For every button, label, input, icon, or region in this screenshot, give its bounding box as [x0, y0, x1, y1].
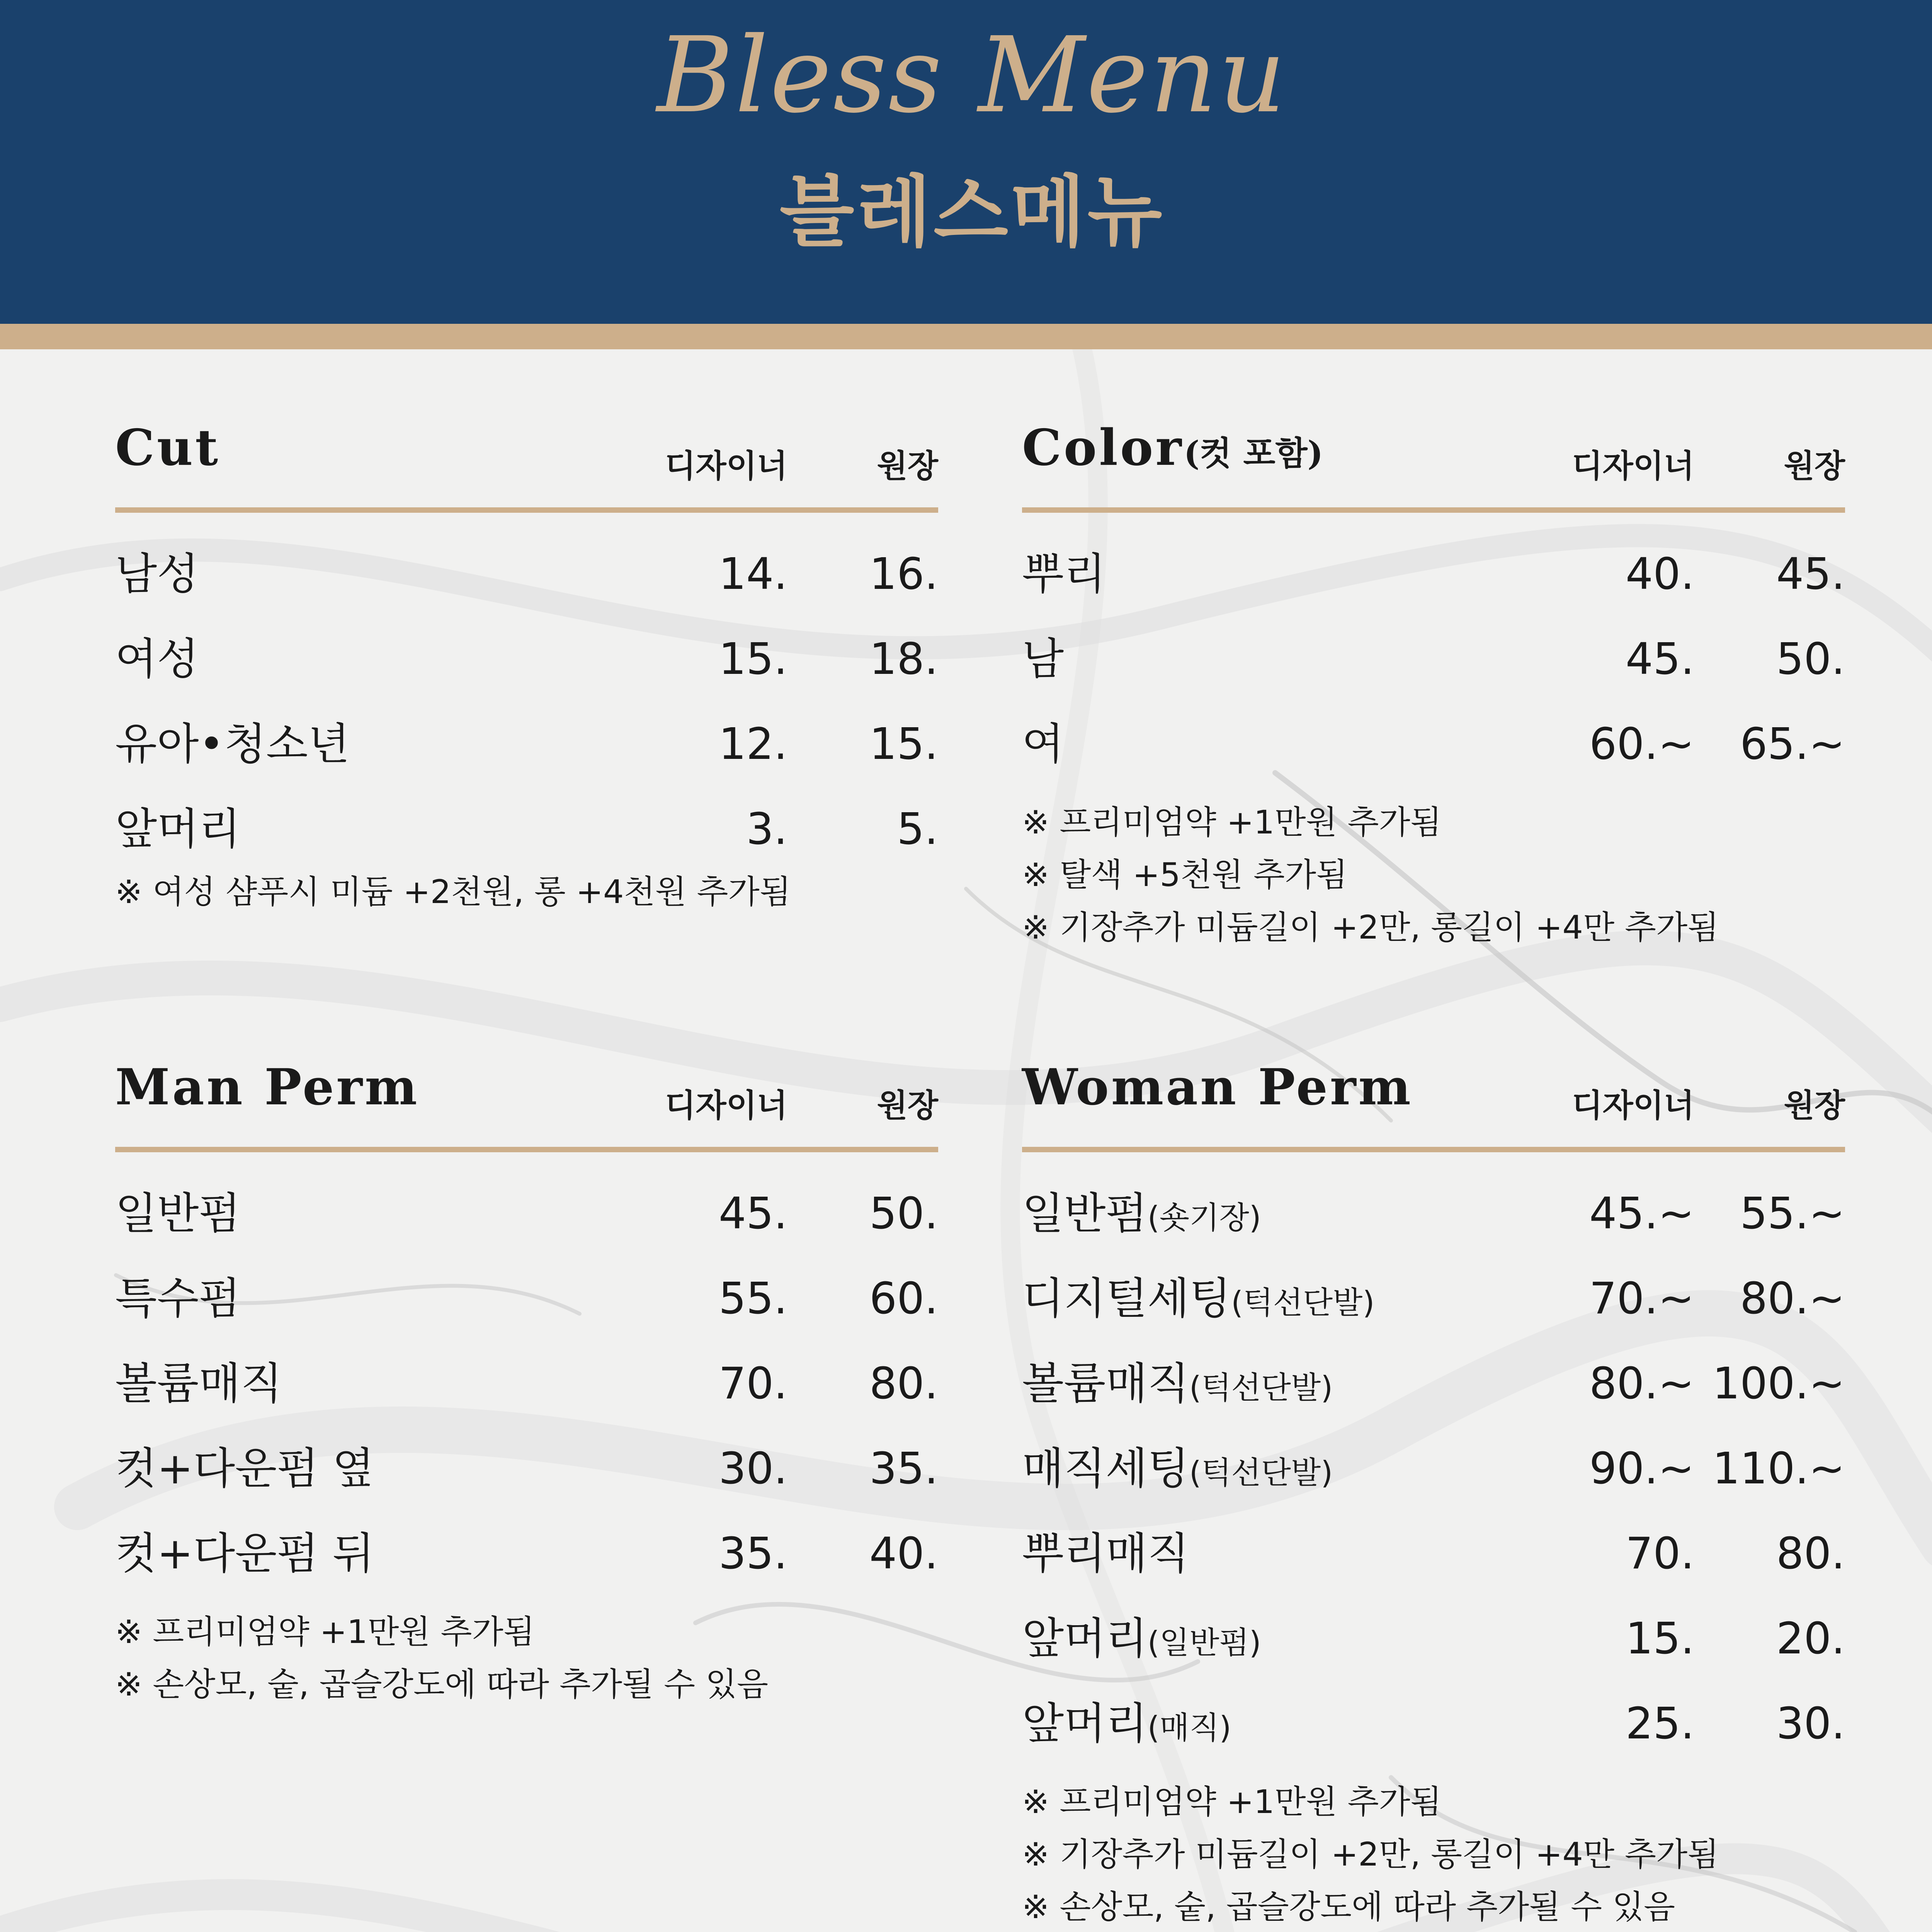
designer-price: 12. [718, 719, 787, 769]
menu-item [115, 1350, 938, 1435]
item-name: 일반펌 [1022, 1189, 1148, 1239]
designer-price: 25. [1625, 1699, 1694, 1749]
note: ※ 손상모, 숱, 곱슬강도에 따라 추가될 수 있음 [1022, 1888, 1675, 1926]
item-name: 앞머리 [1022, 1699, 1148, 1749]
note: ※ 프리미엄약 +1만원 추가됨 [1022, 803, 1442, 841]
menu-item [1022, 1265, 1845, 1350]
director-price: 60. [869, 1274, 938, 1324]
designer-price: 55. [718, 1274, 787, 1324]
menu-item [115, 541, 938, 626]
item-name: 일반펌 [115, 1189, 241, 1239]
divider [1022, 507, 1845, 513]
section-man-perm [115, 1059, 938, 1711]
director-price: 15. [869, 719, 938, 769]
script-title: Bless Menu [656, 14, 1287, 136]
note: ※ 기장추가 미듐길이 +2만, 롱길이 +4만 추가됨 [1022, 1835, 1719, 1873]
menu-item [115, 1265, 938, 1350]
menu-item [1022, 1605, 1845, 1690]
column-header-director: 원장 [877, 447, 938, 485]
item-name: 여성 [115, 634, 199, 684]
item-name: 볼륨매직 [115, 1359, 282, 1409]
item-name: 매직세팅 [1022, 1444, 1189, 1494]
designer-price: 45. [718, 1189, 787, 1239]
column-header-director: 원장 [877, 1087, 938, 1124]
menu-item [1022, 1350, 1845, 1435]
header-banner [0, 0, 1932, 324]
item-name: 컷+다운펌 뒤 [115, 1529, 374, 1579]
menu-item [1022, 1180, 1845, 1265]
section-subtitle: (컷 포함) [1184, 434, 1323, 473]
director-price: 16. [869, 549, 938, 599]
designer-price: 14. [718, 549, 787, 599]
designer-price: 90.~ [1589, 1444, 1694, 1494]
menu-item [115, 711, 938, 796]
item-detail: (매직) [1147, 1710, 1231, 1746]
divider [115, 1147, 938, 1152]
item-name: 남 [1022, 634, 1064, 684]
director-price: 5. [897, 804, 938, 854]
director-price: 40. [869, 1529, 938, 1579]
designer-price: 40. [1625, 549, 1694, 599]
column-header-designer: 디자이너 [665, 1087, 787, 1124]
column-header-director: 원장 [1784, 1087, 1845, 1124]
note: ※ 탈색 +5천원 추가됨 [1022, 856, 1348, 894]
item-name: 뿌리매직 [1022, 1529, 1189, 1579]
note: ※ 손상모, 숱, 곱슬강도에 따라 추가될 수 있음 [115, 1665, 769, 1703]
item-name: 여 [1022, 719, 1064, 769]
column-header-designer: 디자이너 [1572, 447, 1694, 485]
item-detail: (턱선단발) [1231, 1285, 1375, 1321]
section-title: Woman Perm [1022, 1058, 1413, 1116]
director-price: 30. [1776, 1699, 1845, 1749]
menu-item [1022, 1435, 1845, 1520]
item-detail: (일반펌) [1147, 1625, 1261, 1661]
director-price: 50. [869, 1189, 938, 1239]
header-stripe [0, 324, 1932, 349]
section-color [1022, 419, 1845, 954]
director-price: 20. [1776, 1614, 1845, 1664]
section-title: Cut [115, 419, 221, 477]
item-name: 남성 [115, 549, 199, 599]
item-name: 특수펌 [115, 1274, 241, 1324]
column-header-designer: 디자이너 [1572, 1087, 1694, 1124]
designer-price: 80.~ [1589, 1359, 1694, 1409]
item-detail: (턱선단발) [1189, 1455, 1333, 1491]
menu-item [1022, 711, 1845, 796]
designer-price: 45.~ [1589, 1189, 1694, 1239]
section-title: Man Perm [115, 1058, 420, 1116]
director-price: 110.~ [1712, 1444, 1845, 1494]
column-header-director: 원장 [1784, 447, 1845, 485]
divider [115, 507, 938, 513]
item-name: 볼륨매직 [1022, 1359, 1189, 1409]
menu-item [1022, 626, 1845, 711]
item-name: 컷+다운펌 옆 [115, 1444, 374, 1494]
designer-price: 70. [718, 1359, 787, 1409]
director-price: 18. [869, 634, 938, 684]
item-name: 뿌리 [1022, 549, 1106, 599]
designer-price: 70. [1625, 1529, 1694, 1579]
item-name: 앞머리 [115, 804, 241, 854]
designer-price: 60.~ [1589, 719, 1694, 769]
item-name: 디지털세팅 [1022, 1274, 1231, 1324]
designer-price: 70.~ [1589, 1274, 1694, 1324]
menu-item [1022, 1520, 1845, 1605]
korean-title: 블레스메뉴 [779, 167, 1165, 257]
item-name: 유아•청소년 [115, 719, 350, 769]
director-price: 35. [869, 1444, 938, 1494]
menu-item [115, 1180, 938, 1265]
column-header-designer: 디자이너 [665, 447, 787, 485]
director-price: 45. [1776, 549, 1845, 599]
menu-item [115, 796, 938, 881]
designer-price: 45. [1625, 634, 1694, 684]
director-price: 80. [1776, 1529, 1845, 1579]
designer-price: 15. [718, 634, 787, 684]
section-cut [115, 419, 938, 918]
designer-price: 3. [746, 804, 787, 854]
section-title: Color [1022, 419, 1184, 477]
menu-item [115, 1520, 938, 1605]
item-detail: (숏기장) [1147, 1200, 1261, 1236]
menu-item [1022, 1690, 1845, 1776]
designer-price: 30. [718, 1444, 787, 1494]
director-price: 80.~ [1740, 1274, 1845, 1324]
menu-item [1022, 541, 1845, 626]
item-name: 앞머리 [1022, 1614, 1148, 1664]
item-detail: (턱선단발) [1189, 1370, 1333, 1406]
designer-price: 15. [1625, 1614, 1694, 1664]
director-price: 50. [1776, 634, 1845, 684]
note: ※ 프리미엄약 +1만원 추가됨 [115, 1613, 535, 1651]
director-price: 80. [869, 1359, 938, 1409]
section-woman-perm [1022, 1059, 1845, 1932]
director-price: 65.~ [1740, 719, 1845, 769]
note: ※ 여성 샴푸시 미듐 +2천원, 롱 +4천원 추가됨 [115, 873, 791, 911]
director-price: 55.~ [1740, 1189, 1845, 1239]
menu-item [115, 626, 938, 711]
designer-price: 35. [718, 1529, 787, 1579]
note: ※ 프리미엄약 +1만원 추가됨 [1022, 1783, 1442, 1821]
divider [1022, 1147, 1845, 1152]
menu-item [115, 1435, 938, 1520]
note: ※ 기장추가 미듐길이 +2만, 롱길이 +4만 추가됨 [1022, 908, 1719, 946]
director-price: 100.~ [1712, 1359, 1845, 1409]
